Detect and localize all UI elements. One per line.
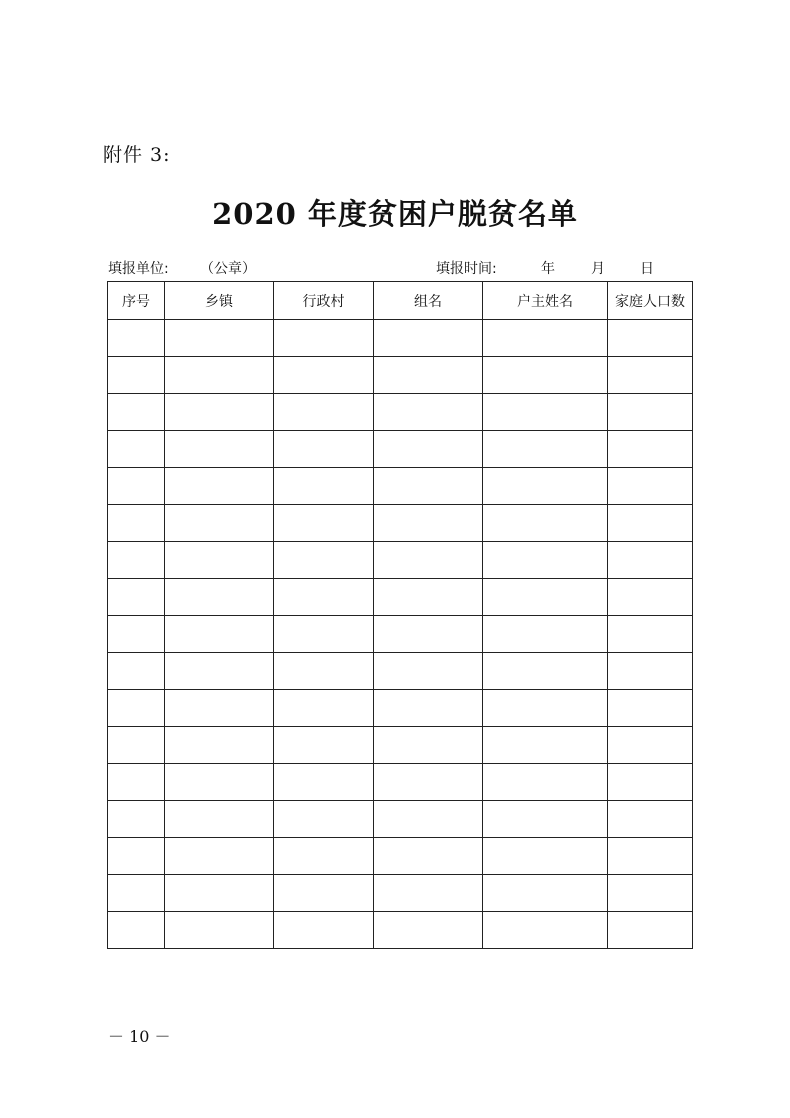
township-cell xyxy=(165,431,274,468)
village-cell xyxy=(274,875,374,912)
family-size-cell xyxy=(608,320,693,357)
family-size-cell xyxy=(608,838,693,875)
table-row xyxy=(108,320,693,357)
attachment-label: 附件 3: xyxy=(103,144,171,166)
group-name-cell xyxy=(374,727,483,764)
village-cell xyxy=(274,616,374,653)
township-cell xyxy=(165,875,274,912)
township-cell xyxy=(165,468,274,505)
household-head-cell xyxy=(483,801,608,838)
village-cell xyxy=(274,431,374,468)
serial-number-cell xyxy=(108,542,165,579)
group-name-cell xyxy=(374,505,483,542)
village-cell xyxy=(274,764,374,801)
household-head-cell xyxy=(483,690,608,727)
table-row xyxy=(108,838,693,875)
table-row xyxy=(108,542,693,579)
village-cell xyxy=(274,320,374,357)
township-cell xyxy=(165,764,274,801)
family-size-cell xyxy=(608,764,693,801)
header-family-size: 家庭人口数 xyxy=(608,282,693,320)
group-name-cell xyxy=(374,320,483,357)
table-row xyxy=(108,357,693,394)
table-row xyxy=(108,616,693,653)
table-row xyxy=(108,875,693,912)
village-cell xyxy=(274,505,374,542)
township-cell xyxy=(165,616,274,653)
township-cell xyxy=(165,579,274,616)
family-size-cell xyxy=(608,431,693,468)
village-cell xyxy=(274,912,374,949)
household-head-cell xyxy=(483,542,608,579)
serial-number-cell xyxy=(108,838,165,875)
serial-number-cell xyxy=(108,875,165,912)
family-size-cell xyxy=(608,727,693,764)
village-cell xyxy=(274,801,374,838)
serial-number-cell xyxy=(108,690,165,727)
table-row xyxy=(108,764,693,801)
table-row xyxy=(108,801,693,838)
table-row xyxy=(108,653,693,690)
table-row xyxy=(108,912,693,949)
table-row xyxy=(108,727,693,764)
day-label: 日 xyxy=(640,261,654,277)
header-township: 乡镇 xyxy=(165,282,274,320)
group-name-cell xyxy=(374,616,483,653)
household-head-cell xyxy=(483,431,608,468)
household-head-cell xyxy=(483,653,608,690)
village-cell xyxy=(274,838,374,875)
reporting-time-label: 填报时间: xyxy=(436,261,497,277)
village-cell xyxy=(274,542,374,579)
township-cell xyxy=(165,912,274,949)
header-household-head-name: 户主姓名 xyxy=(483,282,608,320)
family-size-cell xyxy=(608,653,693,690)
table-body xyxy=(108,320,693,949)
serial-number-cell xyxy=(108,394,165,431)
group-name-cell xyxy=(374,875,483,912)
household-head-cell xyxy=(483,579,608,616)
household-head-cell xyxy=(483,912,608,949)
serial-number-cell xyxy=(108,653,165,690)
group-name-cell xyxy=(374,653,483,690)
group-name-cell xyxy=(374,468,483,505)
household-head-cell xyxy=(483,320,608,357)
household-head-cell xyxy=(483,875,608,912)
family-size-cell xyxy=(608,394,693,431)
year-label: 年 xyxy=(541,261,555,277)
serial-number-cell xyxy=(108,320,165,357)
page-number: － 10 － xyxy=(108,1027,171,1046)
household-head-cell xyxy=(483,505,608,542)
serial-number-cell xyxy=(108,505,165,542)
group-name-cell xyxy=(374,542,483,579)
group-name-cell xyxy=(374,838,483,875)
month-label: 月 xyxy=(591,261,605,277)
group-name-cell xyxy=(374,912,483,949)
family-size-cell xyxy=(608,468,693,505)
serial-number-cell xyxy=(108,801,165,838)
table-row xyxy=(108,394,693,431)
table-row xyxy=(108,690,693,727)
township-cell xyxy=(165,838,274,875)
township-cell xyxy=(165,505,274,542)
family-size-cell xyxy=(608,505,693,542)
family-size-cell xyxy=(608,616,693,653)
group-name-cell xyxy=(374,357,483,394)
household-head-cell xyxy=(483,357,608,394)
official-seal-label: （公章） xyxy=(200,261,256,277)
household-head-cell xyxy=(483,616,608,653)
township-cell xyxy=(165,357,274,394)
family-size-cell xyxy=(608,542,693,579)
group-name-cell xyxy=(374,579,483,616)
family-size-cell xyxy=(608,690,693,727)
group-name-cell xyxy=(374,801,483,838)
township-cell xyxy=(165,320,274,357)
serial-number-cell xyxy=(108,431,165,468)
family-size-cell xyxy=(608,912,693,949)
header-group-name: 组名 xyxy=(374,282,483,320)
table-row xyxy=(108,468,693,505)
table-header-row xyxy=(108,282,693,320)
village-cell xyxy=(274,394,374,431)
header-serial-number: 序号 xyxy=(108,282,165,320)
family-size-cell xyxy=(608,801,693,838)
township-cell xyxy=(165,690,274,727)
serial-number-cell xyxy=(108,727,165,764)
household-head-cell xyxy=(483,727,608,764)
village-cell xyxy=(274,727,374,764)
table-row xyxy=(108,579,693,616)
village-cell xyxy=(274,690,374,727)
township-cell xyxy=(165,394,274,431)
township-cell xyxy=(165,542,274,579)
reporting-unit-label: 填报单位: xyxy=(108,261,169,277)
household-head-cell xyxy=(483,394,608,431)
table-row xyxy=(108,505,693,542)
serial-number-cell xyxy=(108,468,165,505)
household-head-cell xyxy=(483,468,608,505)
poverty-exit-roster-table xyxy=(107,281,693,949)
family-size-cell xyxy=(608,875,693,912)
village-cell xyxy=(274,468,374,505)
document-title: 2020 年度贫困户脱贫名单 xyxy=(212,197,578,231)
village-cell xyxy=(274,579,374,616)
family-size-cell xyxy=(608,357,693,394)
household-head-cell xyxy=(483,764,608,801)
serial-number-cell xyxy=(108,616,165,653)
group-name-cell xyxy=(374,394,483,431)
township-cell xyxy=(165,727,274,764)
serial-number-cell xyxy=(108,764,165,801)
table-row xyxy=(108,431,693,468)
serial-number-cell xyxy=(108,357,165,394)
serial-number-cell xyxy=(108,579,165,616)
group-name-cell xyxy=(374,431,483,468)
serial-number-cell xyxy=(108,912,165,949)
family-size-cell xyxy=(608,579,693,616)
village-cell xyxy=(274,357,374,394)
township-cell xyxy=(165,653,274,690)
header-administrative-village: 行政村 xyxy=(274,282,374,320)
village-cell xyxy=(274,653,374,690)
household-head-cell xyxy=(483,838,608,875)
township-cell xyxy=(165,801,274,838)
group-name-cell xyxy=(374,690,483,727)
group-name-cell xyxy=(374,764,483,801)
